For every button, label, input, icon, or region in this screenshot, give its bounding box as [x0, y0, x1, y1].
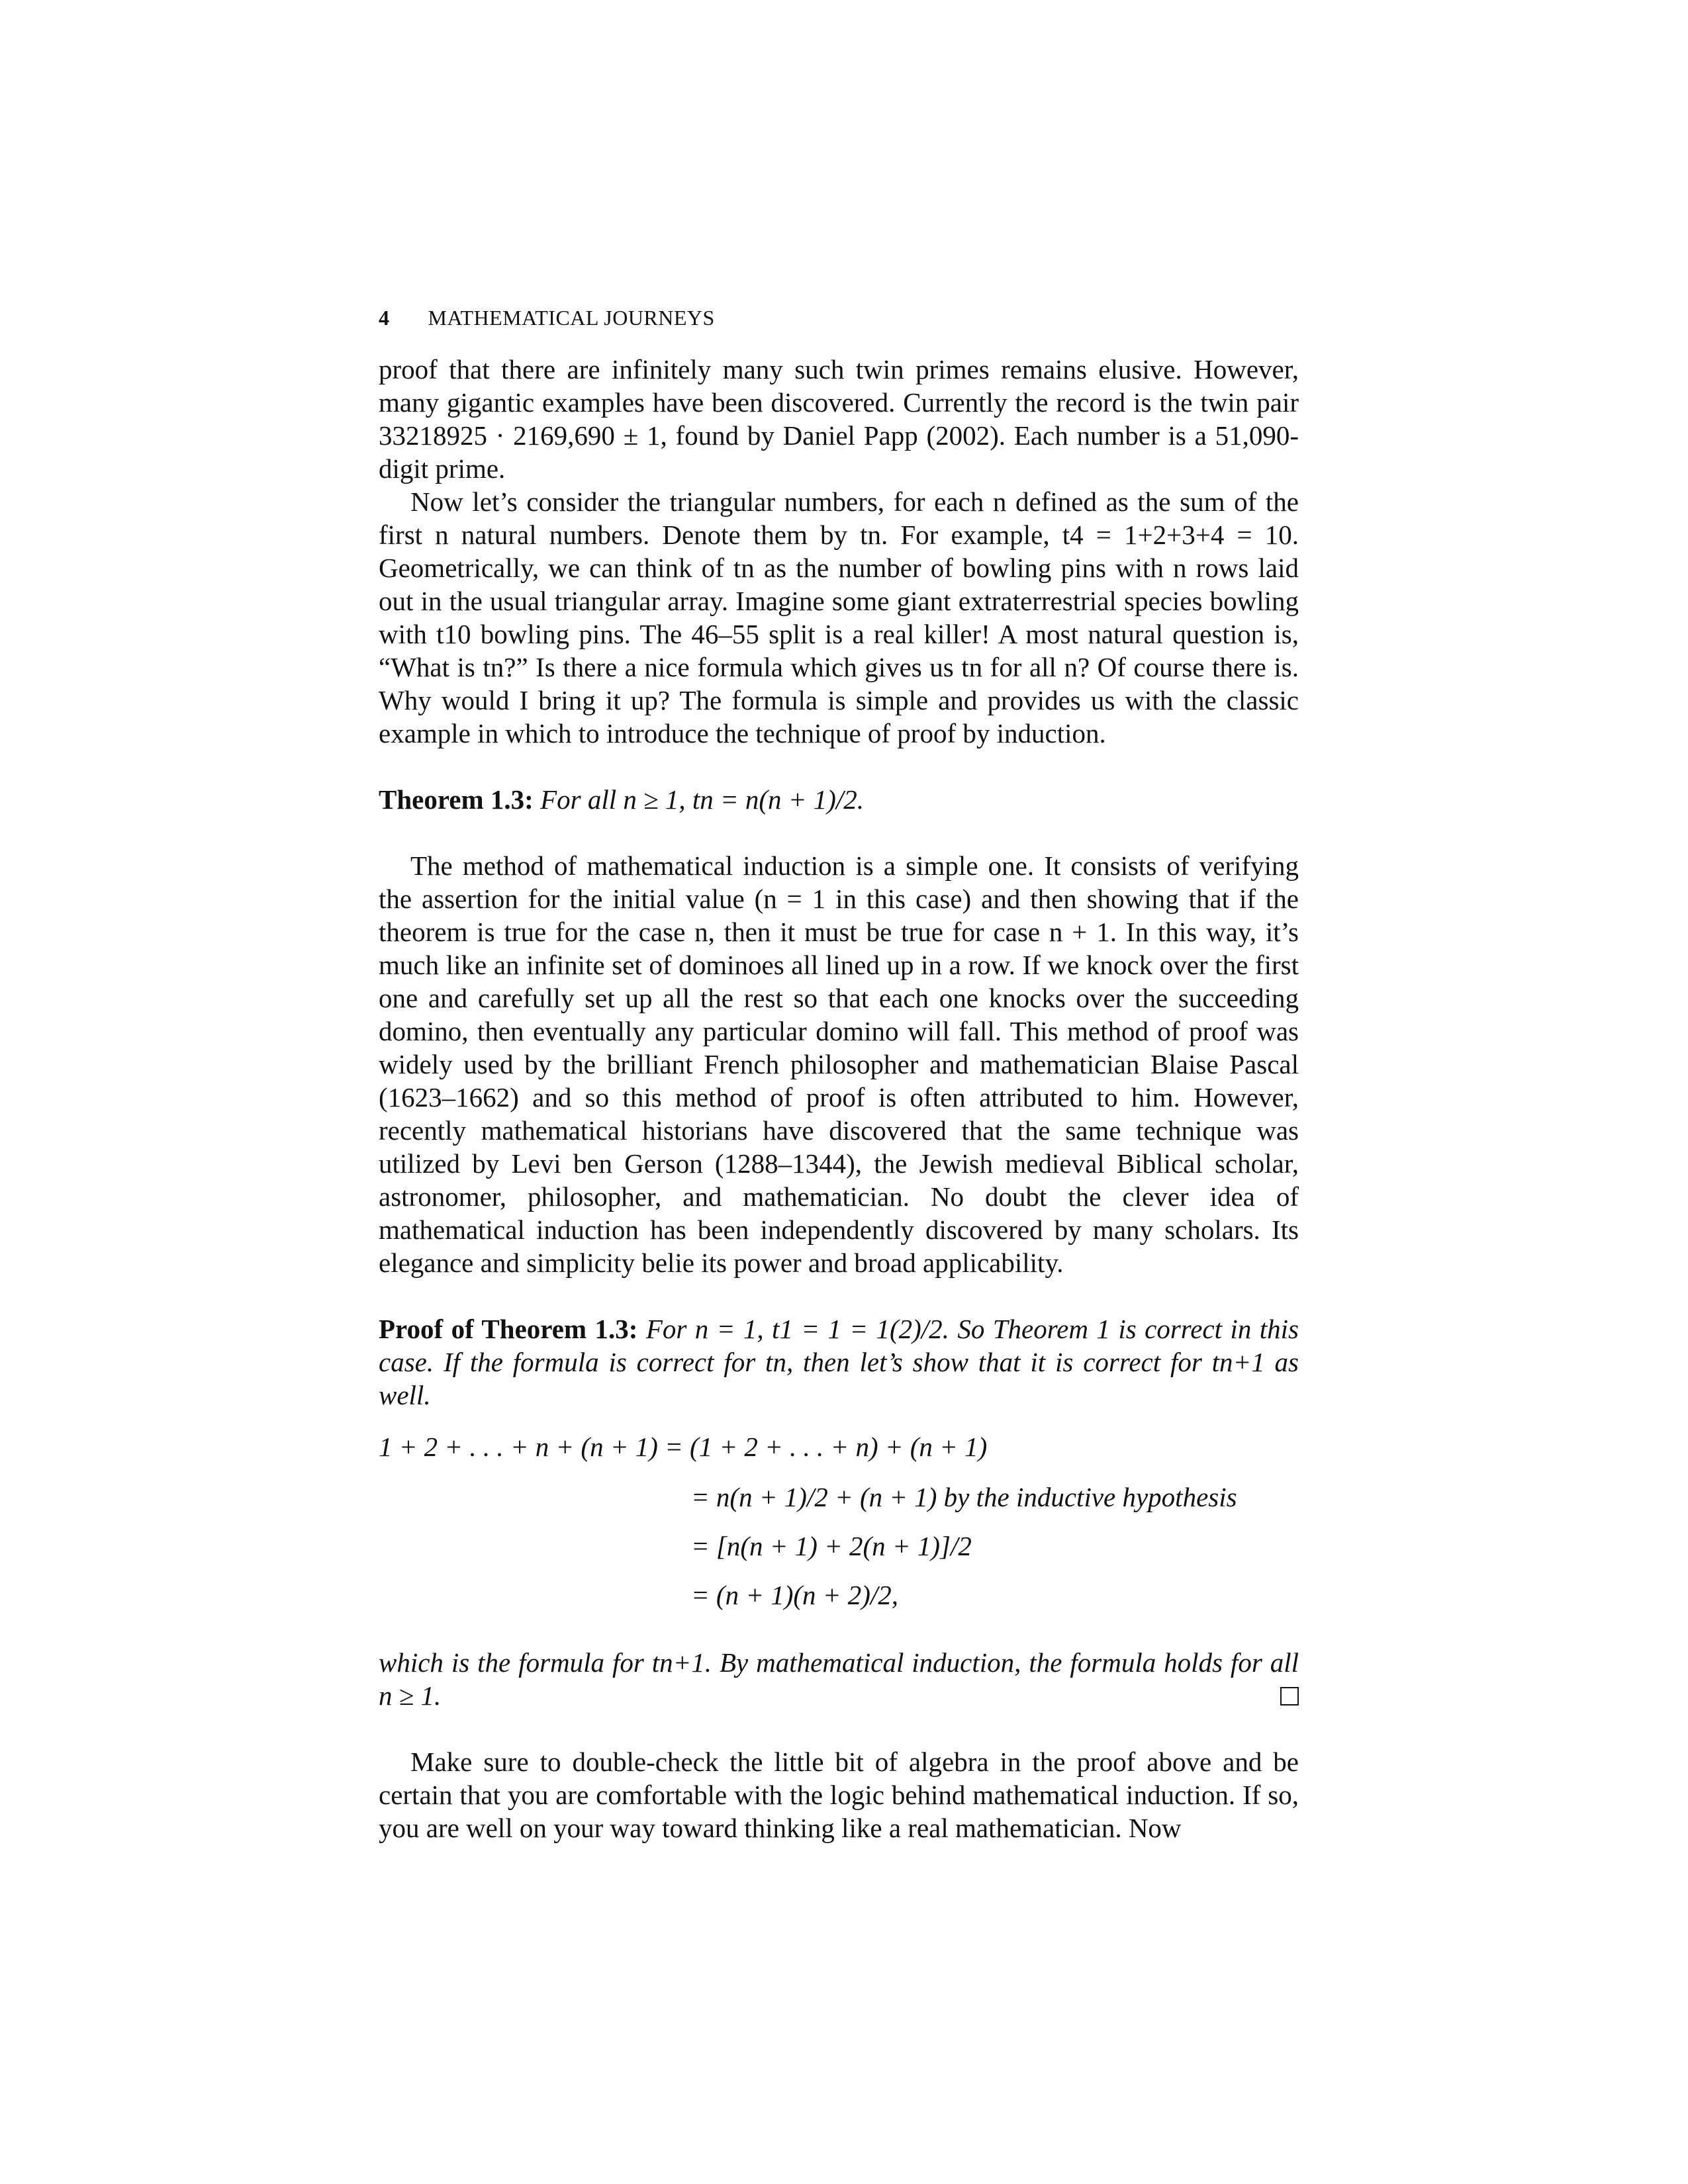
proof-label: Proof of Theorem 1.3: [379, 1314, 638, 1344]
running-head [379, 306, 1299, 330]
equation-line-3: = [n(n + 1) + 2(n + 1)]/2 [691, 1531, 972, 1561]
equation-line-1: 1 + 2 + . . . + n + (n + 1) = (1 + 2 + . . . + n) + (n + 1) [379, 1432, 988, 1462]
paragraph-twin-primes: proof that there are infinitely many such twin primes remains elusive. However, many gigantic examples have been discovered. Currently the record is the twin pair 33218925 · 2169,690 ± 1, found by Daniel Papp (2002). Each number is a 51,090-digit prime. [379, 354, 1299, 484]
page-number: 4 [379, 306, 390, 330]
paragraph-triangular-numbers: Now let’s consider the triangular numbers, for each n defined as the sum of the first n natural numbers. Denote them by tn. For example, t4 = 1+2+3+4 = 10. Geometrically, we can think of tn as the number of bowling pins with n rows laid out in the usual triangular array. Imagine some giant extraterrestrial species bowling with t10 bowling pins. The 46–55 split is a real killer! A most natural question is, “What is tn?” Is there a nice formula which gives us tn for all n? Of course there is. Why would I bring it up? The formula is simple and provides us with the classic example in which to introduce the technique of proof by induction. [379, 486, 1299, 749]
book-page [379, 306, 1299, 1844]
proof-conclusion [379, 1646, 1299, 1712]
proof-text: For n = 1, t1 = 1 = 1(2)/2. So Theorem 1 is correct in this case. If the formula is correct for tn, then let’s show that it is correct for tn+1 as well. [379, 1314, 1299, 1410]
paragraph-closing: Make sure to double-check the little bit of algebra in the proof above and be certain that you are comfortable with the logic behind mathematical induction. If so, you are well on your way toward thinking like a real mathematician. Now [379, 1747, 1299, 1843]
theorem-statement [379, 783, 1299, 816]
paragraph-induction-method: The method of mathematical induction is a simple one. It consists of verifying the assertion for the initial value (n = 1 in this case) and then showing that if the theorem is true for the case n, then it must be true for case n + 1. In this way, it’s much like an infinite set of dominoes all lined up in a row. If we knock over the first one and carefully set up all the rest so that each one knocks over the succeeding domino, then eventually any particular domino will fall. This method of proof was widely used by the brilliant French philosopher and mathematician Blaise Pascal (1623–1662) and so this method of proof is often attributed to him. However, recently mathematical historians have discovered that the same technique was utilized by Levi ben Gerson (1288–1344), the Jewish medieval Biblical scholar, astronomer, philosopher, and mathematician. No doubt the clever idea of mathematical induction has been independently discovered by many scholars. Its elegance and simplicity belie its power and broad applicability. [379, 850, 1299, 1278]
spacer [379, 1712, 1299, 1745]
equation-display [379, 1430, 1299, 1629]
equation-line-4: = (n + 1)(n + 2)/2, [691, 1580, 899, 1610]
theorem-label: Theorem 1.3: [379, 784, 534, 815]
spacer [379, 750, 1299, 783]
theorem-text: For all n ≥ 1, tn = n(n + 1)/2. [540, 784, 865, 815]
running-title: MATHEMATICAL JOURNEYS [428, 306, 715, 330]
proof-conclusion-text: which is the formula for tn+1. By mathematical induction, the formula holds for all n ≥ 1. [379, 1647, 1299, 1711]
spacer [379, 1279, 1299, 1312]
spacer [379, 816, 1299, 849]
qed-square-icon [1280, 1687, 1299, 1706]
proof-statement [379, 1312, 1299, 1412]
equation-line-2: = n(n + 1)/2 + (n + 1) by the inductive hypothesis [691, 1482, 1237, 1512]
